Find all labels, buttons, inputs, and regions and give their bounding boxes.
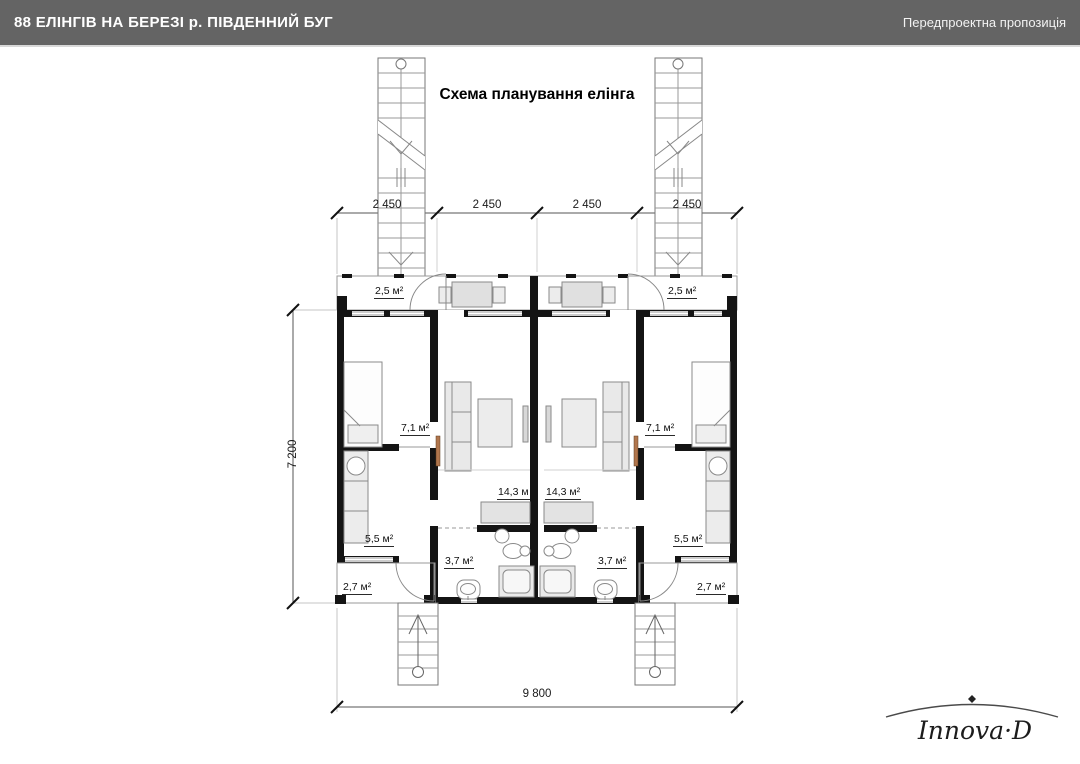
tv-left [523, 406, 528, 442]
area-bath-left: 3,7 м² [444, 556, 474, 569]
stair-bottom-left [398, 603, 438, 685]
area-kitchen-left: 5,5 м² [364, 534, 394, 547]
area-terrace-right: 2,5 м² [667, 286, 697, 299]
counter-left [481, 502, 530, 523]
logo-swoosh [886, 695, 1058, 717]
table-right [562, 399, 596, 447]
area-kitchen-right: 5,5 м² [673, 534, 703, 547]
table-left [478, 399, 512, 447]
area-bedroom-right: 7,1 м² [645, 423, 675, 436]
area-living-left: 14,3 м [497, 487, 530, 500]
area-bedroom-left: 7,1 м² [400, 423, 430, 436]
area-living-right: 14,3 м² [545, 487, 581, 500]
sink-right [594, 580, 617, 600]
counter-right [544, 502, 593, 523]
dim-top-1: 2 450 [372, 199, 402, 211]
toilet-right [544, 544, 571, 559]
area-bath-right: 3,7 м² [597, 556, 627, 569]
dim-bottom: 9 800 [522, 688, 552, 700]
bed-right [692, 362, 730, 447]
shower-right [540, 566, 575, 597]
basin-right [565, 529, 579, 543]
toilet-left [503, 544, 530, 559]
door-jamb-right [634, 436, 638, 466]
tv-right [546, 406, 551, 442]
area-terrace-left: 2,5 м² [374, 286, 404, 299]
basin-left [495, 529, 509, 543]
sofa-left [445, 382, 471, 471]
bed-left [344, 362, 382, 447]
area-porch-left: 2,7 м² [342, 582, 372, 595]
stair-bottom-right [635, 603, 675, 685]
sofa-right [603, 382, 629, 471]
logo-text: Innova·D [917, 716, 1033, 745]
plan-title: Схема планування елінга [439, 86, 635, 103]
page-title: 88 ЕЛІНГІВ НА БЕРЕЗІ р. ПІВДЕННИЙ БУГ [14, 14, 333, 31]
dim-left: 7 200 [287, 439, 299, 469]
walls [337, 276, 737, 604]
dim-top-4: 2 450 [672, 199, 702, 211]
dim-top-3: 2 450 [572, 199, 602, 211]
area-porch-right: 2,7 м² [696, 582, 726, 595]
sink-left [457, 580, 480, 600]
proposal-label: Передпроектна пропозиція [902, 15, 1066, 30]
kitchen-counter-left [344, 451, 368, 543]
dim-top-2: 2 450 [472, 199, 502, 211]
door-jamb-left [436, 436, 440, 466]
shower-left [499, 566, 534, 597]
kitchen-counter-right [706, 451, 730, 543]
stair-tower-top-left [378, 58, 425, 283]
header-bar [0, 0, 1080, 47]
stair-tower-top-right [655, 58, 702, 283]
